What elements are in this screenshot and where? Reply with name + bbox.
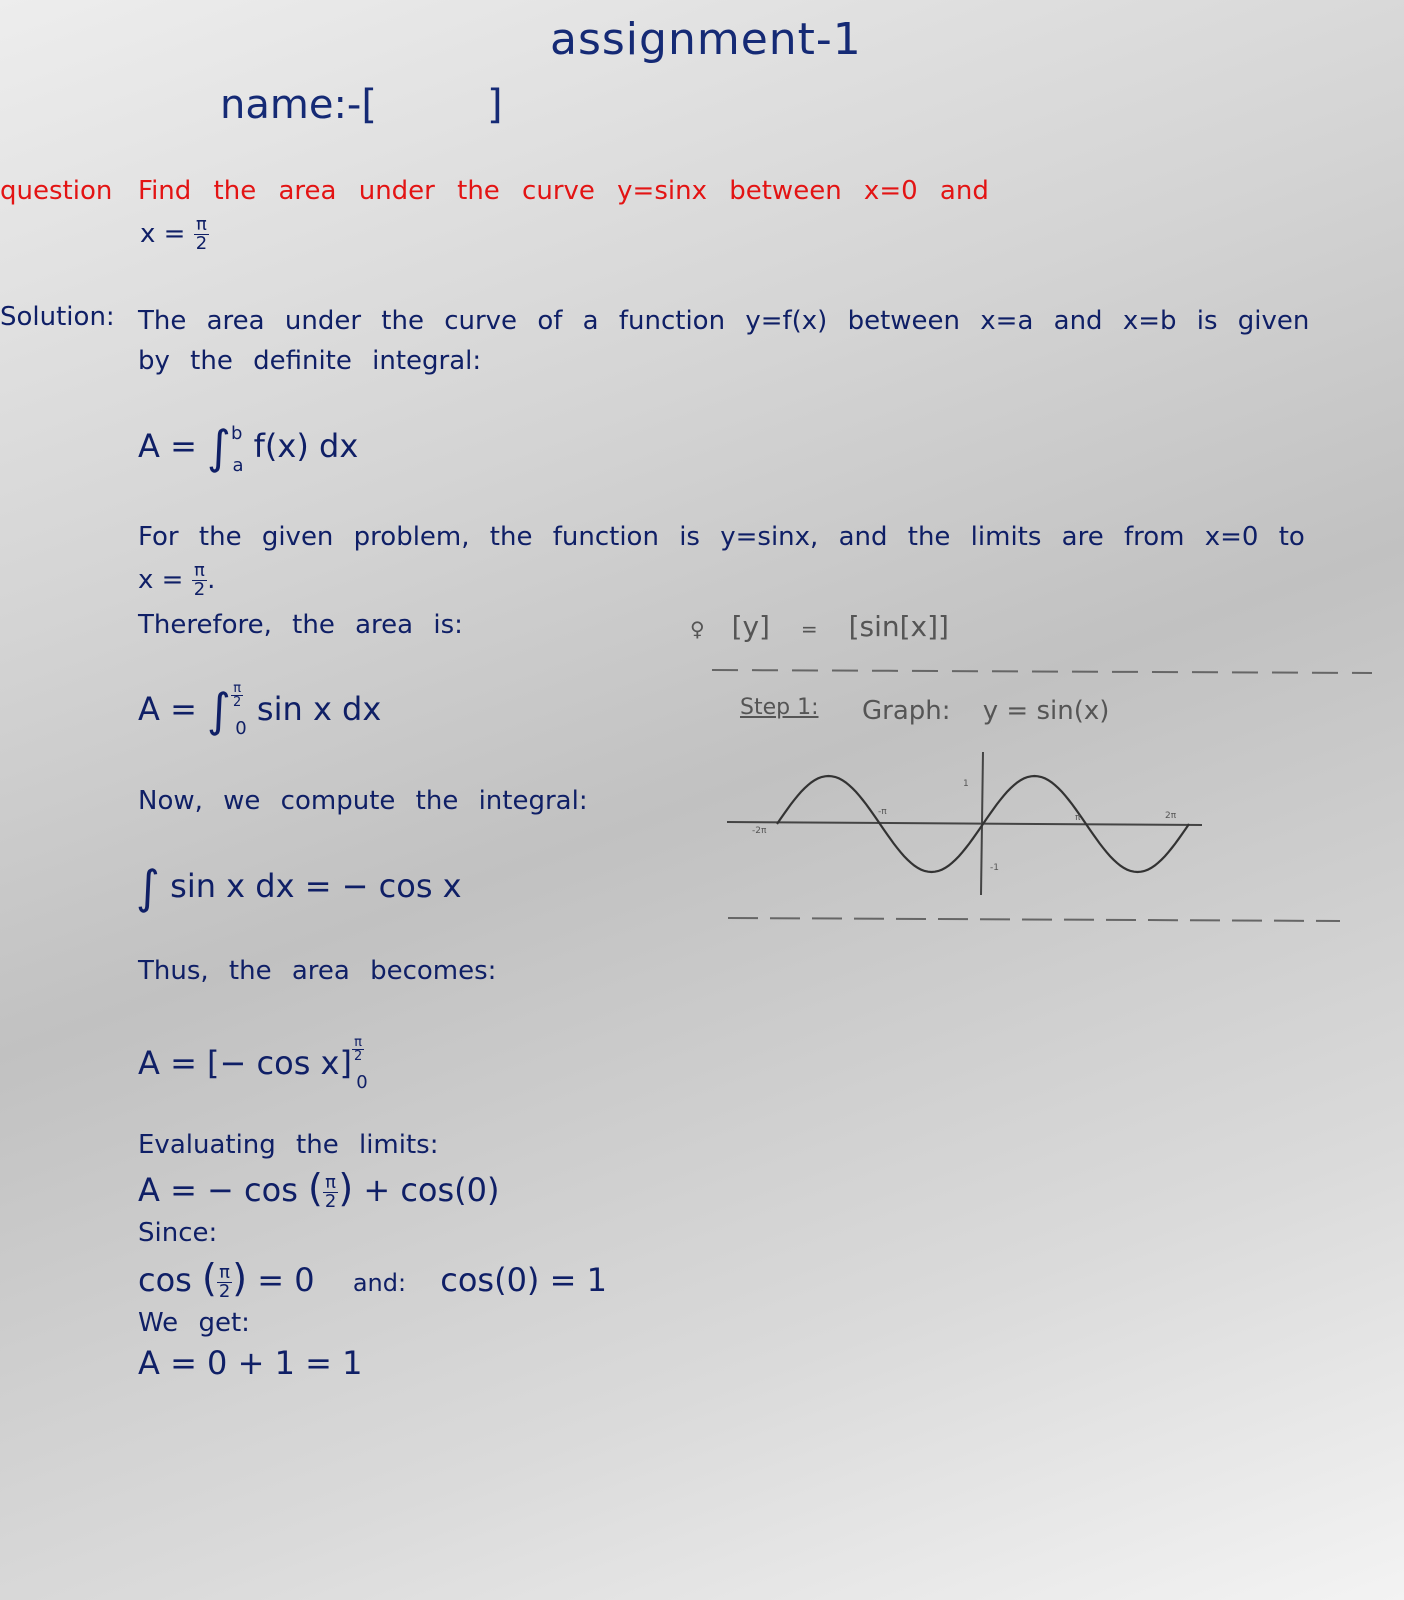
given-line-1: For the given problem, the function is y=sinx, and the limits are from x=0 to xyxy=(138,522,1305,552)
tick-2pi: 2π xyxy=(1165,811,1177,821)
thus-line: Thus, the area becomes: xyxy=(138,956,497,986)
upper-limit-fraction: $\frac{\pi}{2}$ xyxy=(353,1035,363,1064)
since-expression: cos ( $\frac{\pi}{2}$ ) = 0 and: cos(0) = 1 xyxy=(138,1256,607,1302)
pi-over-2-fraction: $\frac{\pi}{2}$ xyxy=(218,1261,231,1302)
name-close-bracket: ] xyxy=(486,82,503,128)
tick-neg-2pi: -2π xyxy=(752,826,767,836)
sketch-bottom-dashed-line xyxy=(728,918,1340,921)
evaluation-expression: A = − cos ( $\frac{\pi}{2}$ ) + cos(0) xyxy=(138,1166,500,1212)
now-compute-line: Now, we compute the integral: xyxy=(138,786,588,816)
we-get-line: We get: xyxy=(138,1308,250,1338)
solution-intro-line-1: The area under the curve of a function y=f(x) between x=a and x=b is given xyxy=(138,306,1310,336)
formula-general: A = ∫$^b_a$ f(x) dx xyxy=(138,420,359,476)
evaluating-line: Evaluating the limits: xyxy=(138,1130,439,1160)
formula-specific: A = ∫ $\frac{\pi}{2}$ $_0$ sin x dx xyxy=(138,681,382,739)
question-x-limit: x = $\frac{\pi}{2}$ xyxy=(140,214,208,254)
formula-evaluated-bracket: A = [− cos x] $\frac{\pi}{2}$ $_0$ xyxy=(138,1035,368,1093)
question-text: Find the area under the curve y=sinx between x=0 and xyxy=(138,176,989,206)
since-line: Since: xyxy=(138,1218,218,1248)
upper-limit-fraction: $\frac{\pi}{2}$ xyxy=(233,681,242,710)
question-label: question xyxy=(0,176,113,206)
name-label: name:-[ xyxy=(220,82,377,128)
tick-neg-one: -1 xyxy=(990,863,999,873)
pi-over-2-fraction: $\frac{\pi}{2}$ xyxy=(193,560,206,600)
therefore-line: Therefore, the area is: xyxy=(138,610,463,640)
pi-over-2-fraction: $\frac{\pi}{2}$ xyxy=(195,214,208,254)
pi-over-2-fraction: $\frac{\pi}{2}$ xyxy=(324,1171,337,1212)
antiderivative-formula: ∫ sin x dx = − cos x xyxy=(136,860,462,914)
sketch-x-axis xyxy=(727,822,1202,825)
final-result: A = 0 + 1 = 1 xyxy=(138,1344,363,1382)
solution-label: Solution: xyxy=(0,302,115,332)
sketch-graph-label: Graph: y = sin(x) xyxy=(862,696,1110,726)
assignment-title: assignment-1 xyxy=(550,14,862,65)
sketch-step-label: Step 1: xyxy=(740,695,819,720)
tick-neg-pi: -π xyxy=(878,807,887,817)
given-x-limit: x = $\frac{\pi}{2}$ . xyxy=(138,560,216,600)
tick-one: 1 xyxy=(963,779,969,789)
sketch-header: ♀ [y] = [sin[x]] xyxy=(690,610,949,643)
solution-intro-line-2: by the definite integral: xyxy=(138,346,482,376)
sketch-bullet-mark: ♀ xyxy=(690,617,705,641)
sketch-top-dashed-line xyxy=(712,670,1372,673)
tick-pi: π xyxy=(1075,813,1081,823)
